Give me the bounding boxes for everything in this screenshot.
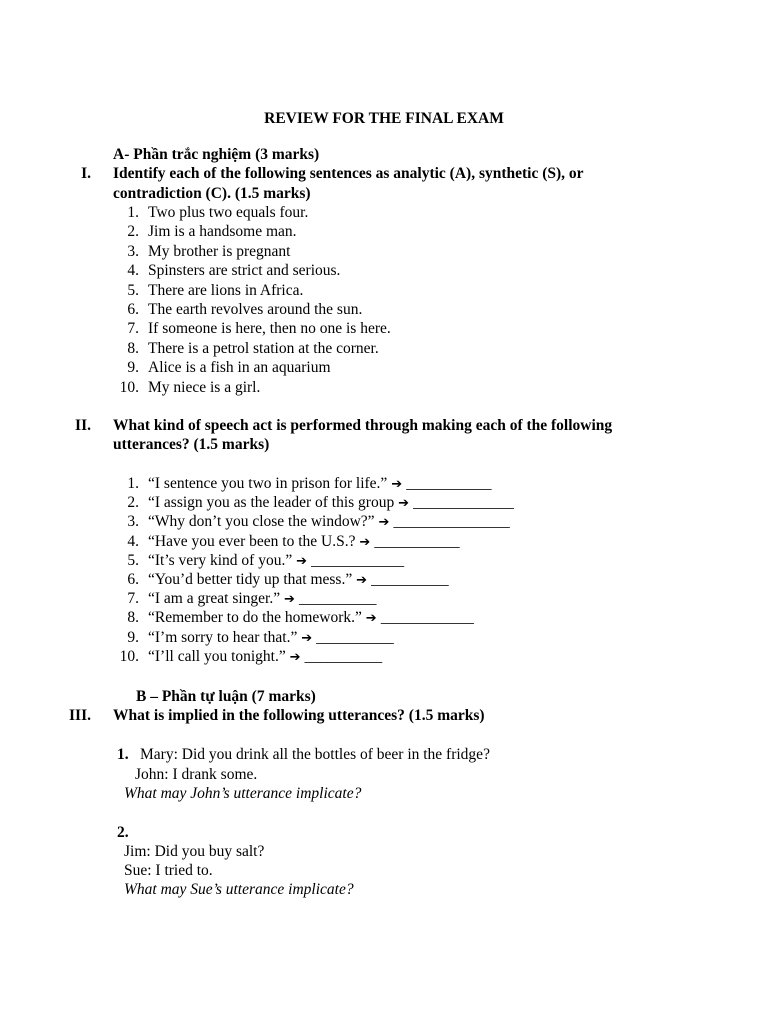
question-2-line-a: Jim: Did you buy salt? (124, 843, 265, 860)
arrow-icon: ➔ (391, 477, 407, 492)
sentence-item-sentence: There is a petrol station at the corner. (148, 339, 379, 357)
utterance-item-sentence: “I assign you as the leader of this group (148, 494, 399, 512)
utterance-item-text (148, 647, 382, 667)
arrow-icon: ➔ (284, 592, 300, 608)
sentence-item-sentence: Alice is a fish in an aquarium (148, 359, 331, 377)
section-1-instruction-line1: Identify each of the following sentences as analytic (A), synthetic (S), or (113, 165, 584, 182)
sentence-item-number: 6. (127, 301, 139, 318)
section-1-instruction-line2: contradiction (C). (1.5 marks) (113, 185, 311, 202)
sentence-item-text (148, 281, 303, 300)
sentence-item-text (148, 203, 308, 222)
utterance-item-text (148, 570, 449, 590)
sentence-item-number: 7. (127, 320, 139, 338)
arrow-icon: ➔ (301, 630, 317, 646)
utterance-item-sentence: “I sentence you two in prison for life.” (148, 475, 392, 492)
answer-blank[interactable]: ____________ (311, 551, 405, 569)
section-2-instruction-line1: What kind of speech act is performed through making each of the following (113, 417, 613, 434)
sentence-item-sentence: If someone is here, then no one is here. (148, 320, 391, 338)
sentence-item-number: 3. (127, 242, 139, 260)
sentence-item-number: 4. (127, 262, 139, 280)
sentence-item-text (148, 261, 340, 280)
answer-blank[interactable]: ___________ (406, 475, 492, 492)
question-2-number: 2. (117, 824, 129, 841)
arrow-icon: ➔ (356, 573, 372, 588)
sentence-item-sentence: Two plus two equals four. (148, 204, 309, 221)
sentence-item-text (148, 339, 379, 358)
utterance-item-number: 2. (127, 494, 139, 512)
answer-blank[interactable]: ___________ (374, 532, 460, 550)
sentence-item-number: 2. (127, 223, 139, 241)
utterance-item-text (148, 628, 394, 648)
sentence-item-number: 10. (119, 378, 139, 396)
arrow-icon: ➔ (289, 649, 305, 665)
section-2-number: II. (75, 417, 91, 434)
utterance-item-text (148, 512, 510, 532)
part-a-heading: A- Phần trắc nghiệm (3 marks) (113, 146, 320, 163)
question-1-prompt: What may John’s utterance implicate? (124, 785, 362, 802)
sentence-item-text (148, 300, 362, 319)
page-title: REVIEW FOR THE FINAL EXAM (264, 110, 504, 127)
arrow-icon: ➔ (365, 611, 381, 627)
utterance-item-number: 4. (127, 532, 139, 550)
utterance-item-text (148, 474, 491, 494)
utterance-item-number: 7. (127, 590, 139, 608)
utterance-item-number: 8. (127, 609, 139, 627)
section-3-number: III. (69, 707, 91, 724)
answer-blank[interactable]: _______________ (393, 513, 510, 531)
utterance-item-sentence: “Remember to do the homework.” (148, 609, 366, 627)
section-2-instruction-line2: utterances? (1.5 marks) (113, 436, 270, 453)
sentence-item-sentence: Spinsters are strict and serious. (148, 262, 341, 280)
utterance-item-text (148, 532, 460, 552)
answer-blank[interactable]: __________ (316, 628, 394, 646)
answer-blank[interactable]: __________ (304, 647, 383, 665)
sentence-item-sentence: There are lions in Africa. (148, 281, 304, 299)
sentence-item-sentence: Jim is a handsome man. (148, 223, 297, 241)
arrow-icon: ➔ (378, 515, 394, 531)
sentence-item-sentence: The earth revolves around the sun. (148, 301, 363, 318)
answer-blank[interactable]: ____________ (380, 609, 474, 627)
utterance-item-sentence: “Why don’t you close the window?” (148, 513, 379, 531)
answer-blank[interactable]: __________ (299, 590, 377, 608)
sentence-item-text (148, 358, 331, 377)
sentence-item-text (148, 319, 391, 338)
sentence-item-text (148, 378, 260, 397)
part-b-heading: B – Phần tự luận (7 marks) (136, 688, 316, 705)
utterance-item-sentence: “It’s very kind of you.” (148, 551, 297, 569)
sentence-item-number: 9. (127, 359, 139, 377)
utterance-item-number: 6. (127, 571, 139, 588)
sentence-item-number: 8. (127, 339, 139, 357)
utterance-item-text (148, 551, 404, 571)
utterance-item-sentence: “I’m sorry to hear that.” (148, 628, 302, 646)
utterance-item-number: 5. (127, 551, 139, 569)
sentence-item-text (148, 222, 297, 241)
arrow-icon: ➔ (359, 534, 375, 550)
question-1-line-a: Mary: Did you drink all the bottles of beer in the fridge? (140, 746, 490, 763)
answer-blank[interactable]: __________ (371, 571, 449, 588)
utterance-item-sentence: “I am a great singer.” (148, 590, 284, 608)
sentence-item-number: 1. (127, 204, 139, 221)
question-2-prompt: What may Sue’s utterance implicate? (124, 881, 354, 898)
utterance-item-text (148, 493, 514, 513)
utterance-item-sentence: “I’ll call you tonight.” (148, 647, 290, 665)
utterance-item-sentence: “Have you ever been to the U.S.? (148, 532, 360, 550)
utterance-item-number: 3. (127, 513, 139, 531)
answer-blank[interactable]: _____________ (413, 494, 514, 512)
question-1-line-b: John: I drank some. (135, 766, 258, 783)
sentence-item-text (148, 242, 290, 261)
question-1-number: 1. (117, 746, 129, 763)
sentence-item-sentence: My niece is a girl. (148, 378, 261, 396)
utterance-item-text (148, 589, 377, 609)
arrow-icon: ➔ (296, 553, 312, 569)
section-3-instruction: What is implied in the following utterances? (1.5 marks) (113, 707, 485, 724)
sentence-item-number: 5. (127, 281, 139, 299)
sentence-item-sentence: My brother is pregnant (148, 242, 291, 260)
arrow-icon: ➔ (398, 496, 414, 512)
section-1-number: I. (81, 165, 91, 182)
utterance-item-number: 10. (119, 647, 139, 665)
utterance-item-number: 9. (127, 628, 139, 646)
question-2-line-b: Sue: I tried to. (124, 862, 213, 879)
utterance-item-sentence: “You’d better tidy up that mess.” (148, 571, 357, 588)
utterance-item-text (148, 608, 474, 628)
utterance-item-number: 1. (127, 475, 139, 492)
